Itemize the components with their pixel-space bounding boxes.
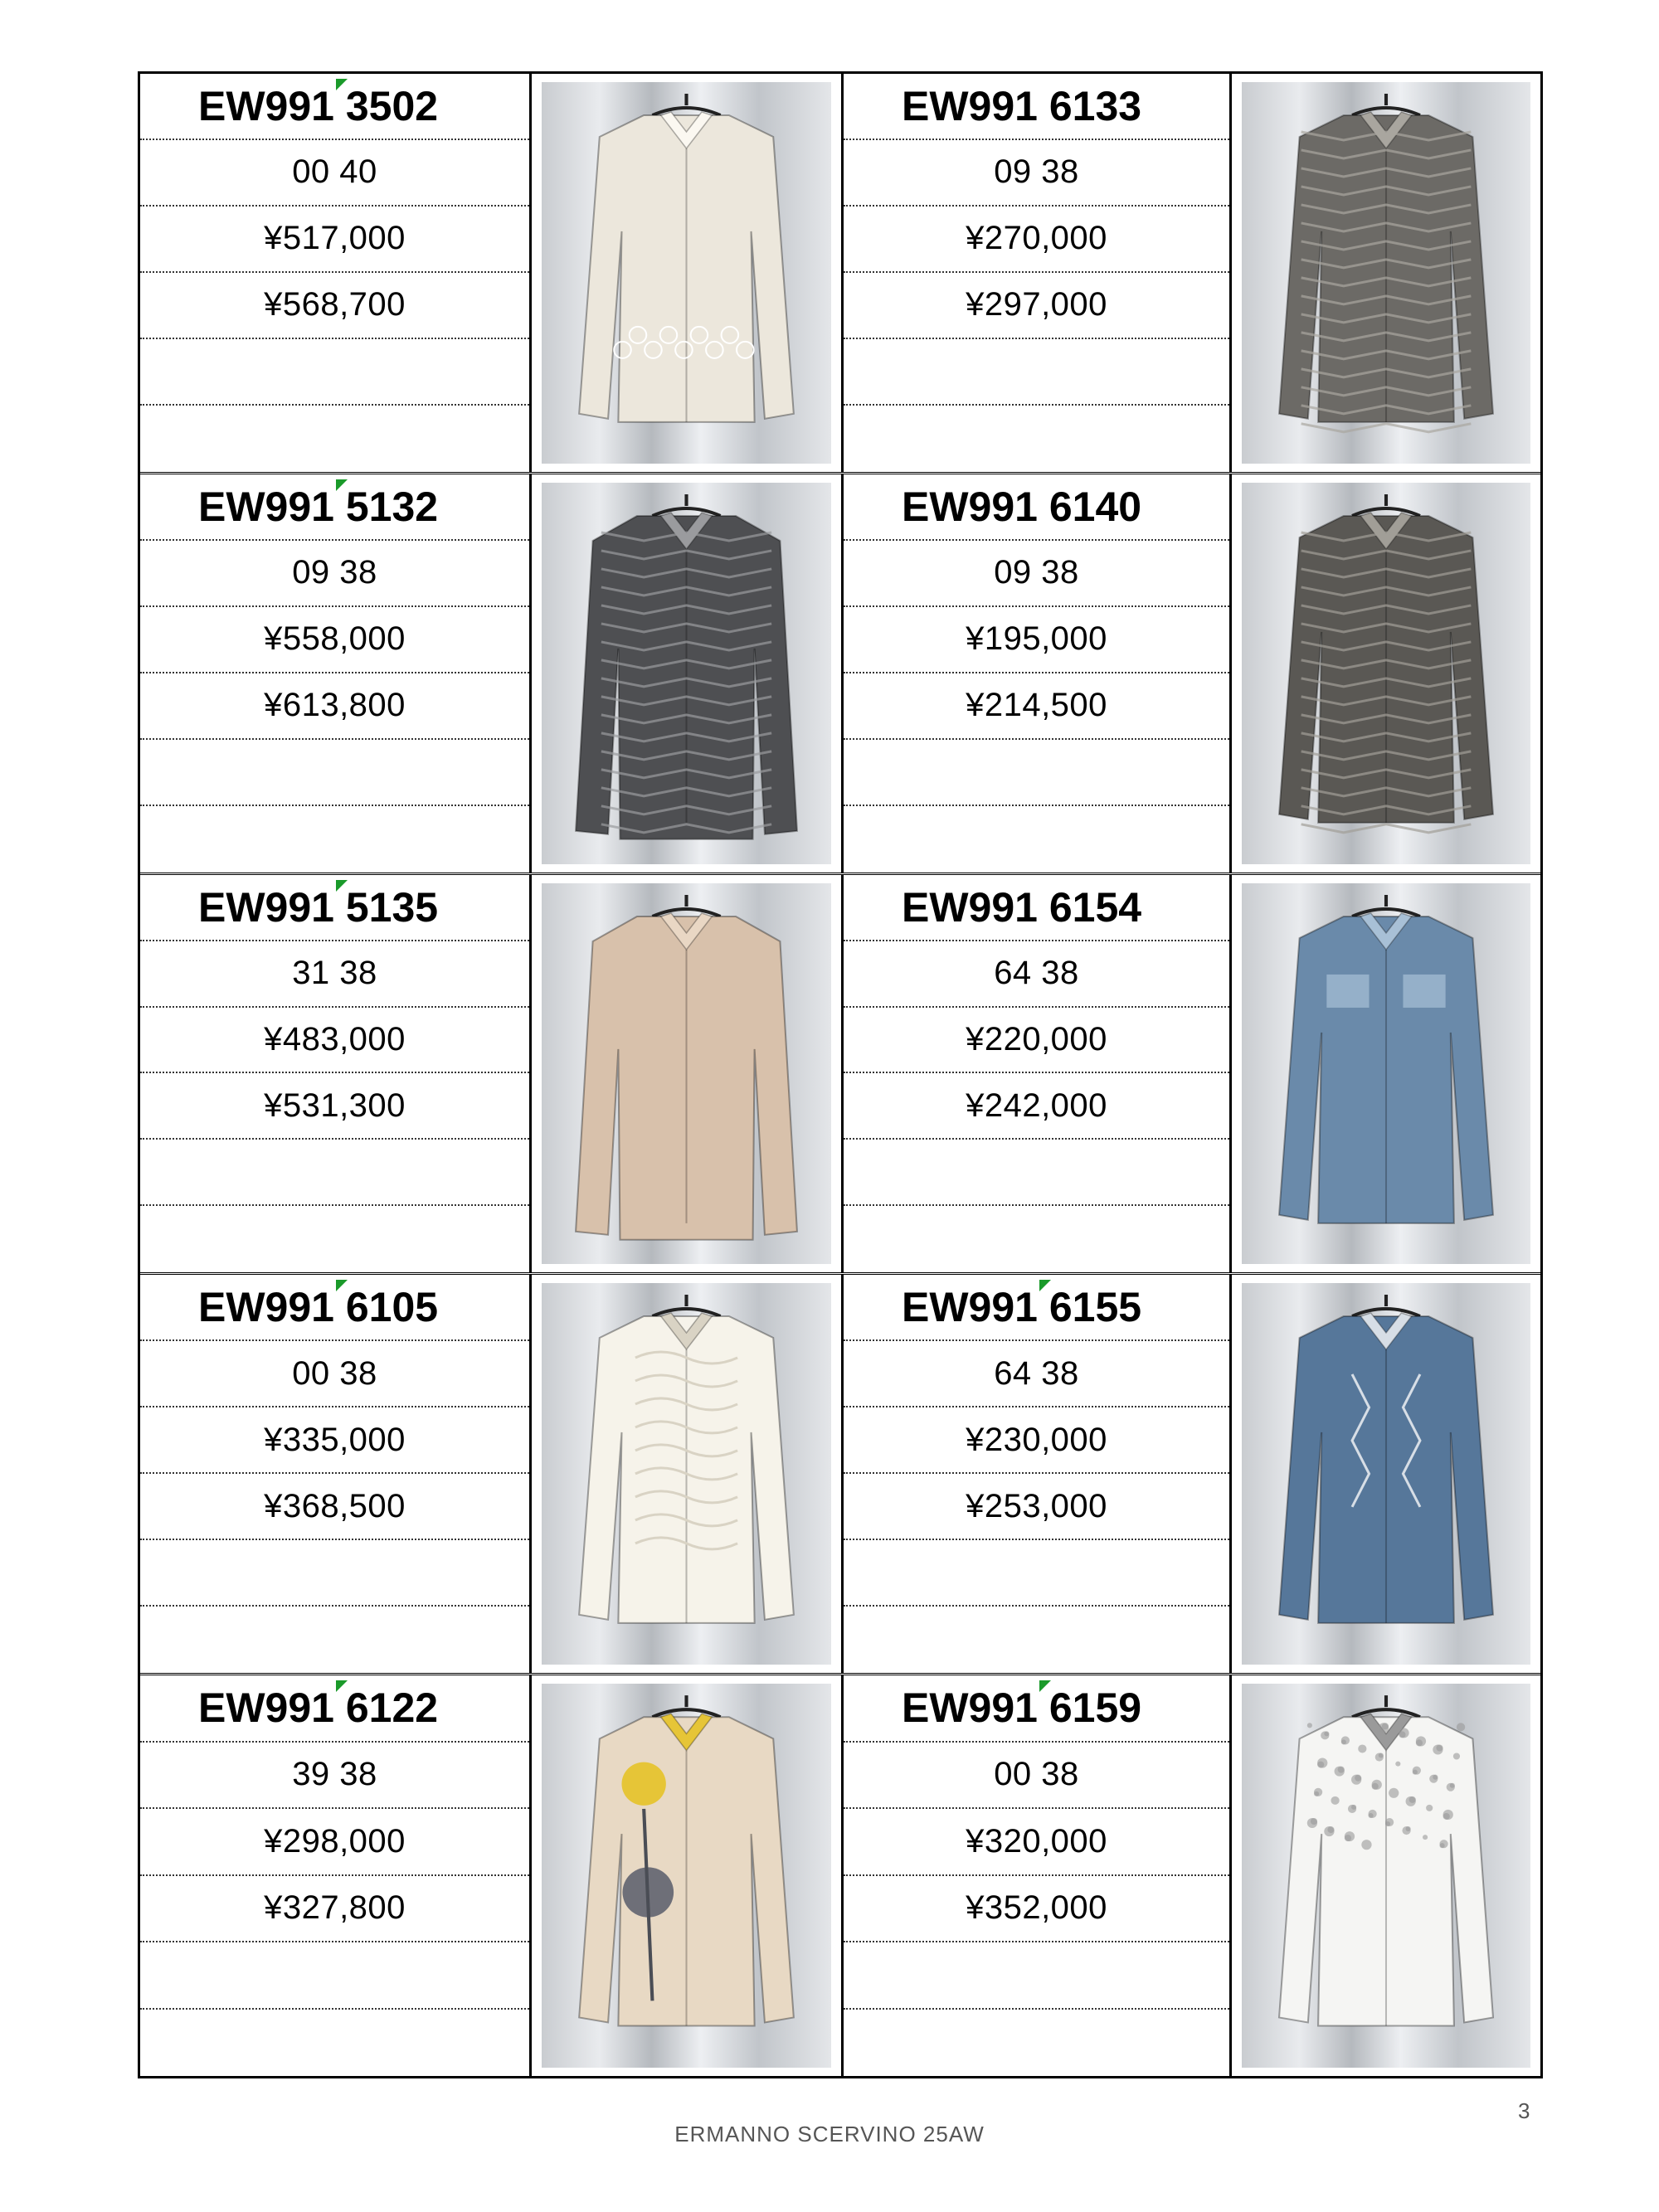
product-photo	[1242, 883, 1530, 1265]
product-photo-cell	[532, 1275, 844, 1673]
blank-line	[140, 1607, 529, 1673]
price: ¥230,000	[844, 1407, 1229, 1474]
blank-line	[140, 1140, 529, 1206]
product-photo	[542, 1283, 831, 1665]
garment-illustration	[1242, 82, 1530, 464]
comment-flag-icon	[336, 880, 348, 892]
price: ¥270,000	[844, 207, 1229, 273]
product-info-left	[140, 74, 532, 472]
product-code: EW991 6133	[844, 74, 1229, 140]
product-info-right	[844, 1275, 1232, 1673]
color-size: 64 38	[844, 941, 1229, 1008]
product-info-right	[844, 875, 1232, 1273]
price-with-tax: ¥531,300	[140, 1073, 529, 1140]
product-info-right	[844, 74, 1232, 472]
product-photo	[1242, 1684, 1530, 2068]
product-photo-cell	[532, 74, 844, 472]
blank-line	[140, 740, 529, 806]
price-with-tax: ¥352,000	[844, 1876, 1229, 1942]
product-photo	[1242, 82, 1530, 464]
product-code: EW991 6105	[140, 1275, 529, 1341]
garment-illustration	[1242, 483, 1530, 864]
garment-illustration	[1242, 1684, 1530, 2068]
blank-line	[844, 1140, 1229, 1206]
product-photo-cell	[532, 474, 844, 873]
comment-flag-icon	[336, 479, 348, 491]
comment-flag-icon	[1039, 1280, 1051, 1291]
product-photo-cell	[1232, 875, 1540, 1273]
product-code: EW991 3502	[140, 74, 529, 140]
product-photo	[542, 1684, 831, 2068]
color-size: 00 38	[844, 1743, 1229, 1809]
product-photo-cell	[1232, 1675, 1540, 2076]
garment-illustration	[542, 82, 831, 464]
price: ¥195,000	[844, 607, 1229, 673]
blank-line	[844, 1942, 1229, 2009]
blank-line	[140, 406, 529, 472]
price-with-tax: ¥568,700	[140, 273, 529, 339]
product-code: EW991 6154	[844, 875, 1229, 941]
product-photo	[1242, 1283, 1530, 1665]
blank-line	[844, 2010, 1229, 2076]
garment-illustration	[542, 883, 831, 1265]
blank-line	[140, 1540, 529, 1607]
price: ¥558,000	[140, 607, 529, 673]
price-with-tax: ¥368,500	[140, 1474, 529, 1540]
product-code: EW991 6159	[844, 1675, 1229, 1742]
price-with-tax: ¥214,500	[844, 673, 1229, 740]
product-row	[140, 1275, 1540, 1675]
comment-flag-icon	[336, 1680, 348, 1692]
product-info-right	[844, 1675, 1232, 2076]
color-size: 09 38	[844, 541, 1229, 607]
price: ¥320,000	[844, 1809, 1229, 1875]
product-photo-cell	[532, 875, 844, 1273]
product-photo-cell	[532, 1675, 844, 2076]
blank-line	[844, 1607, 1229, 1673]
product-info-left	[140, 1275, 532, 1673]
product-row	[140, 74, 1540, 474]
product-photo-cell	[1232, 74, 1540, 472]
price-with-tax: ¥242,000	[844, 1073, 1229, 1140]
garment-illustration	[542, 483, 831, 864]
blank-line	[844, 1206, 1229, 1272]
product-photo	[542, 883, 831, 1265]
product-code: EW991 6155	[844, 1275, 1229, 1341]
product-info-left	[140, 474, 532, 873]
product-info-left	[140, 875, 532, 1273]
comment-flag-icon	[1039, 1680, 1051, 1692]
product-photo	[542, 82, 831, 464]
product-row	[140, 1675, 1540, 2076]
catalog-sheet	[138, 71, 1543, 2078]
blank-line	[844, 806, 1229, 873]
page-number: 3	[1518, 2098, 1530, 2123]
comment-flag-icon	[336, 1280, 348, 1291]
price-with-tax: ¥297,000	[844, 273, 1229, 339]
product-code: EW991 5135	[140, 875, 529, 941]
price: ¥483,000	[140, 1008, 529, 1074]
product-info-left	[140, 1675, 532, 2076]
garment-illustration	[1242, 883, 1530, 1265]
product-code: EW991 5132	[140, 474, 529, 541]
comment-flag-icon	[336, 79, 348, 90]
color-size: 00 40	[140, 140, 529, 207]
price: ¥517,000	[140, 207, 529, 273]
blank-line	[140, 1942, 529, 2009]
product-row	[140, 875, 1540, 1276]
price-with-tax: ¥253,000	[844, 1474, 1229, 1540]
blank-line	[140, 1206, 529, 1272]
product-info-right	[844, 474, 1232, 873]
product-photo-cell	[1232, 1275, 1540, 1673]
product-row	[140, 474, 1540, 875]
product-code: EW991 6140	[844, 474, 1229, 541]
color-size: 09 38	[140, 541, 529, 607]
color-size: 00 38	[140, 1341, 529, 1407]
blank-line	[140, 806, 529, 873]
product-photo-cell	[1232, 474, 1540, 873]
blank-line	[844, 1540, 1229, 1607]
garment-illustration	[1242, 1283, 1530, 1665]
color-size: 09 38	[844, 140, 1229, 207]
price: ¥335,000	[140, 1407, 529, 1474]
blank-line	[844, 339, 1229, 406]
blank-line	[140, 2010, 529, 2076]
blank-line	[140, 339, 529, 406]
price: ¥298,000	[140, 1809, 529, 1875]
product-code: EW991 6122	[140, 1675, 529, 1742]
garment-illustration	[542, 1283, 831, 1665]
color-size: 64 38	[844, 1341, 1229, 1407]
garment-illustration	[542, 1684, 831, 2068]
blank-line	[844, 740, 1229, 806]
color-size: 31 38	[140, 941, 529, 1008]
price-with-tax: ¥327,800	[140, 1876, 529, 1942]
product-photo	[1242, 483, 1530, 864]
product-photo	[542, 483, 831, 864]
footer-brand: ERMANNO SCERVINO 25AW	[674, 2122, 985, 2146]
color-size: 39 38	[140, 1743, 529, 1809]
blank-line	[844, 406, 1229, 472]
price: ¥220,000	[844, 1008, 1229, 1074]
price-with-tax: ¥613,800	[140, 673, 529, 740]
